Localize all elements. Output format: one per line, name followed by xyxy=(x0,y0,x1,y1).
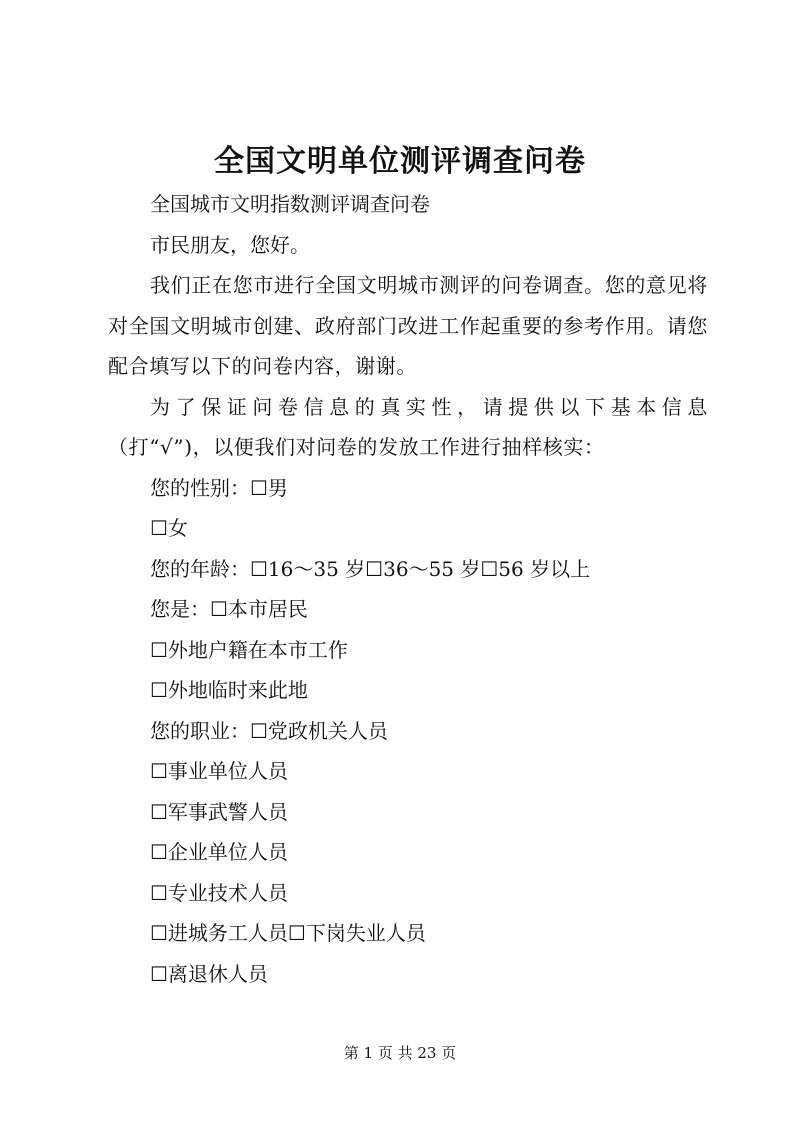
greeting-line: 市民朋友，您好。 xyxy=(150,232,310,257)
gender-option-female: ☐女 xyxy=(150,516,188,540)
occupation-option-enterprise: ☐企业单位人员 xyxy=(150,840,288,864)
age-question: 您的年龄：☐16～35 岁☐36～55 岁☐56 岁以上 xyxy=(150,556,591,581)
instruction-paragraph: 为了保证问卷信息的真实性，请提供以下基本信息（打“√”)，以便我们对问卷的发放工作进行抽样核实： xyxy=(108,394,708,459)
subtitle-line: 全国城市文明指数测评调查问卷 xyxy=(150,192,430,216)
residency-question: 您是：☐本市居民 xyxy=(150,597,308,621)
occupation-option-public-institution: ☐事业单位人员 xyxy=(150,759,288,783)
occupation-question: 您的职业：☐党政机关人员 xyxy=(150,718,388,743)
residency-option-temporary: ☐外地临时来此地 xyxy=(150,678,308,702)
page-footer: 第 1 页 共 23 页 xyxy=(343,1044,457,1062)
residency-option-nonlocal-worker: ☐外地户籍在本市工作 xyxy=(150,637,348,662)
occupation-option-retired: ☐离退休人员 xyxy=(150,961,268,986)
intro-paragraph: 我们正在您市进行全国文明城市测评的问卷调查。您的意见将对全国文明城市创建、政府部门改进工作起重要的参考作用。请您配合填写以下的问卷内容，谢谢。 xyxy=(108,273,708,378)
occupation-option-technical: ☐专业技术人员 xyxy=(150,880,288,905)
document-title: 全国文明单位测评调查问卷 xyxy=(214,144,586,179)
occupation-option-migrant-unemployed: ☐进城务工人员☐下岗失业人员 xyxy=(150,921,426,945)
occupation-option-military: ☐军事武警人员 xyxy=(150,799,288,824)
gender-question: 您的性别：☐男 xyxy=(150,475,288,500)
document-body xyxy=(108,184,708,994)
